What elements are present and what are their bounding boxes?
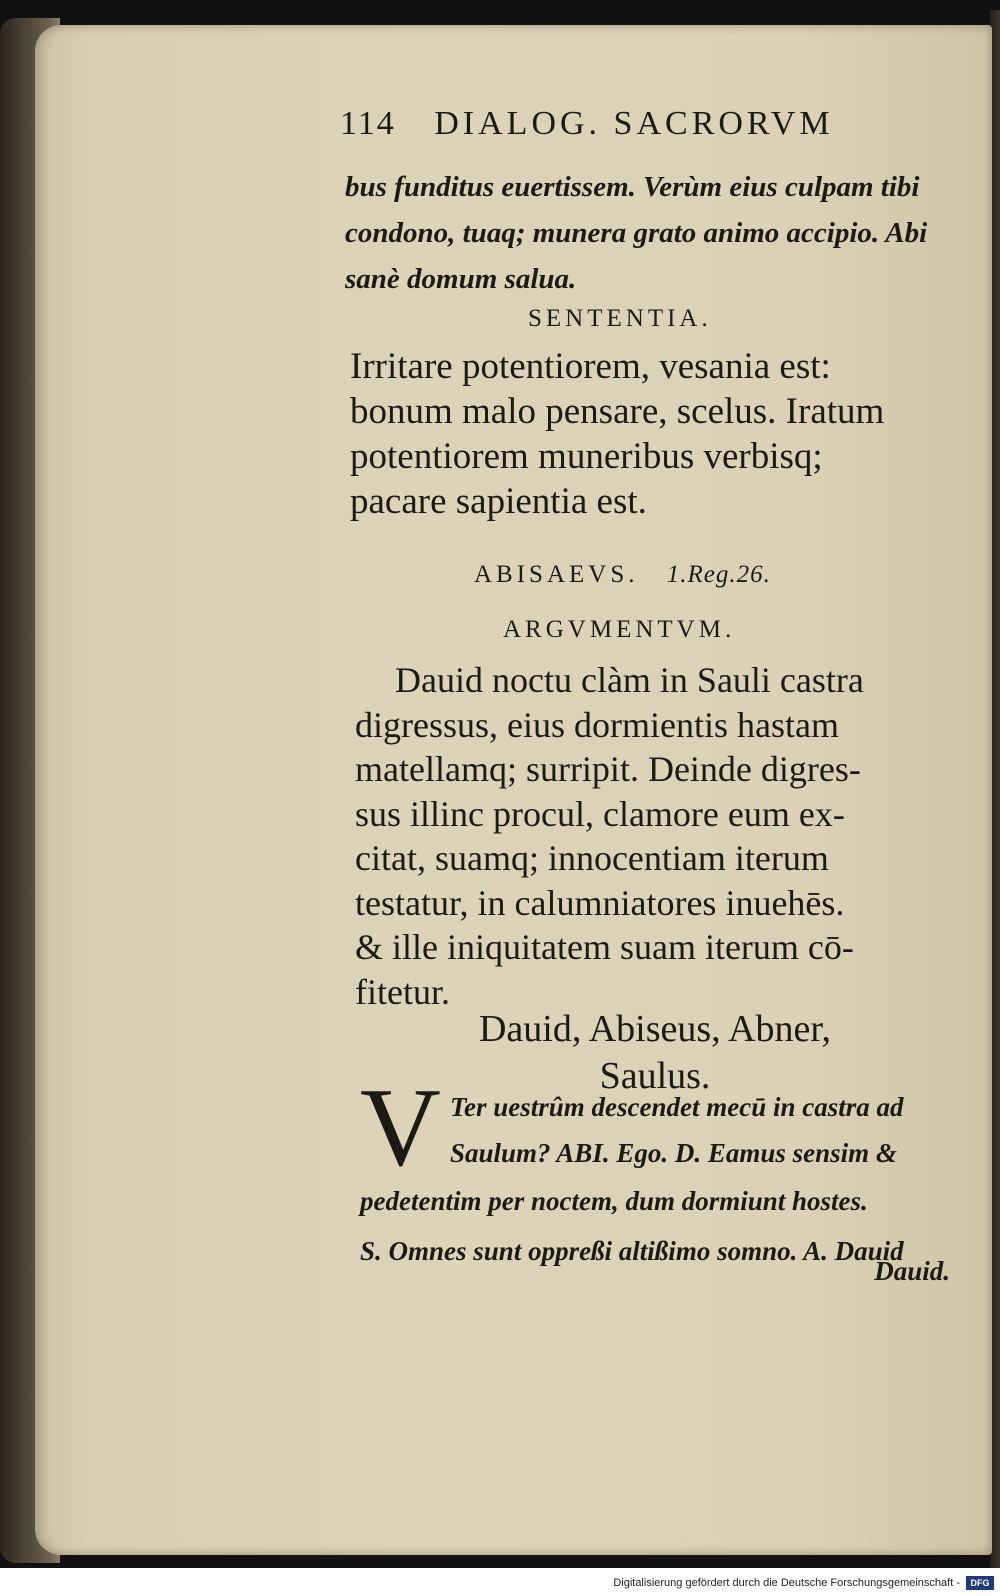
text-line: citat, suamq; innocentiam iterum [355, 838, 829, 878]
text-line: pedetentim per noctem, dum dormiunt hostes. [360, 1186, 868, 1216]
speakers-line: Dauid, Abiseus, Abner, [478, 1008, 832, 1050]
text-line: sanè domum salua. [345, 263, 577, 295]
sententia-text [350, 344, 960, 524]
catchword: Dauid. [874, 1256, 950, 1286]
argumentum-text [355, 658, 965, 1014]
dfg-logo: DFG [966, 1576, 994, 1590]
sententia-heading: SENTENTIA. [528, 305, 712, 332]
text-line: digressus, eius dormientis hastam [355, 704, 839, 745]
text-line: matellamq; surripit. Deinde digres- [355, 749, 861, 789]
section-heading-abisaeus [474, 561, 771, 589]
text-line: Saulum? ABI. Ego. D. Eamus sensim & [450, 1138, 897, 1168]
text-line: bus funditus euertissem. Verùm eius culpam tibi [345, 171, 920, 203]
scripture-reference: 1.Reg.26. [666, 561, 771, 588]
page-number: 114 [340, 105, 396, 142]
text-line: testatur, in calumniatores inuehēs. [355, 882, 845, 923]
text-line: Dauid noctu clàm in Sauli castra [395, 660, 864, 700]
text-line: potentiorem muneribus verbisq; [350, 436, 823, 477]
text-line: fitetur. [355, 971, 450, 1012]
text-line: Irritare potentiorem, vesania est: [350, 346, 831, 387]
text-line: pacare sapientia est. [350, 481, 647, 522]
text-line: condono, tuaq; munera grato animo accipio. Abi [345, 217, 928, 249]
digitization-credit: Digitalisierung gefördert durch die Deutsche Forschungsgemeinschaft - [613, 1577, 960, 1589]
speakers-line: Saulus. [599, 1055, 711, 1097]
drop-capital: V [360, 1066, 441, 1190]
argumentum-heading: ARGVMENTVM. [503, 616, 736, 643]
running-header [340, 105, 834, 143]
dialogue-beside-cap [450, 1084, 904, 1176]
section-title: ABISAEVS. [474, 561, 639, 588]
continuation-text [345, 164, 950, 302]
text-line: bonum malo pensare, scelus. Iratum [350, 391, 885, 432]
text-line: S. Omnes sunt oppreßi altißimo somno. A. Dauid [360, 1236, 904, 1266]
text-line: sus illinc procul, clamore eum ex- [355, 793, 845, 834]
text-line: & ille iniquitatem suam iterum cō- [355, 927, 854, 967]
text-line: Ter uestrûm descendet mecū in castra ad [450, 1092, 904, 1122]
dialogue-text [360, 1176, 904, 1276]
running-head-title: DIALOG. SACRORVM [434, 105, 834, 142]
